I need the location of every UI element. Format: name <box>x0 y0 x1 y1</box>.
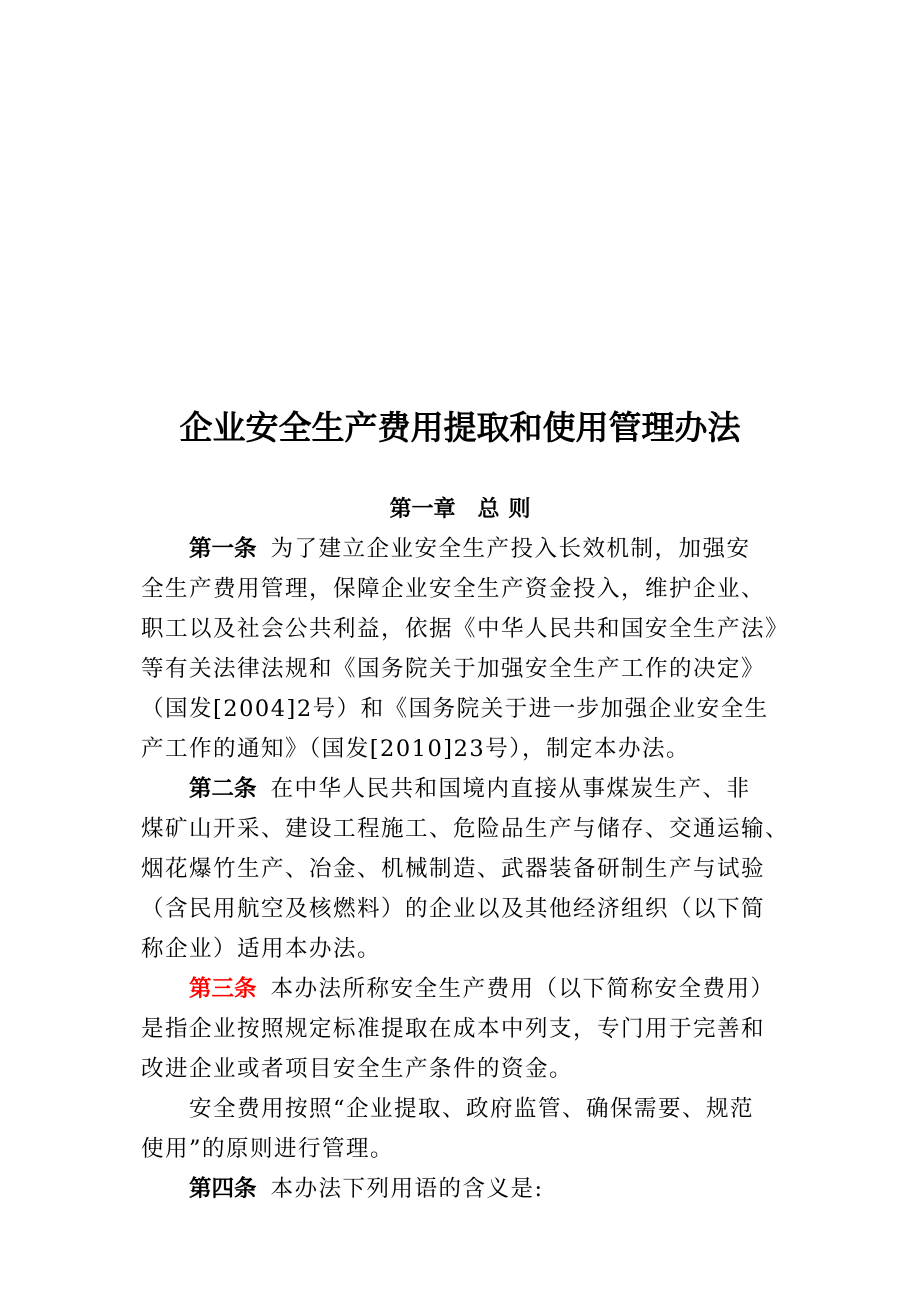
paragraph-line <box>141 969 783 1009</box>
paragraph-line <box>141 529 783 569</box>
article-text: 本办法所称安全生产费用（以下简称安全费用） <box>270 976 775 1002</box>
paragraph-line: 安全费用按照“企业提取、政府监管、确保需要、规范 <box>189 1096 755 1122</box>
article-label: 第四条 <box>189 1176 257 1202</box>
article-label-highlighted: 第三条 <box>189 976 257 1002</box>
paragraph-line: 产工作的通知》（国发[2010]23号），制定本办法。 <box>141 736 690 762</box>
article-text: 本办法下列用语的含义是: <box>270 1176 544 1202</box>
chapter-label: 第一章 <box>389 497 456 522</box>
paragraph-line: 全生产费用管理，保障企业安全生产资金投入，维护企业、 <box>141 576 766 602</box>
paragraph-line: （含民用航空及核燃料）的企业以及其他经济组织（以下简 <box>141 896 766 922</box>
paragraph-line: 使用”的原则进行管理。 <box>141 1136 395 1162</box>
paragraph-line <box>141 1169 783 1209</box>
paragraph-line <box>141 769 783 809</box>
article-text: 为了建立企业安全生产投入长效机制，加强安 <box>270 536 751 562</box>
document-body <box>141 529 790 1209</box>
paragraph-line: 职工以及社会公共利益，依据《中华人民共和国安全生产法》 <box>141 616 790 642</box>
paragraph-line: 煤矿山开采、建设工程施工、危险品生产与储存、交通运输、 <box>141 816 790 842</box>
chapter-heading <box>0 490 920 530</box>
paragraph-line: 称企业）适用本办法。 <box>141 936 382 962</box>
paragraph-line: 改进企业或者项目安全生产条件的资金。 <box>141 1056 574 1082</box>
paragraph-line: 等有关法律法规和《国务院关于加强安全生产工作的决定》 <box>141 656 766 682</box>
paragraph-line: （国发[2004]2号）和《国务院关于进一步加强企业安全生 <box>141 696 769 722</box>
paragraph-line: 是指企业按照规定标准提取在成本中列支，专门用于完善和 <box>141 1016 766 1042</box>
chapter-title-part2: 则 <box>508 497 531 522</box>
article-label: 第二条 <box>189 776 257 802</box>
document-title: 企业安全生产费用提取和使用管理办法 <box>179 408 741 447</box>
chapter-title-part1: 总 <box>477 497 500 522</box>
article-text: 在中华人民共和国境内直接从事煤炭生产、非 <box>270 776 751 802</box>
article-label: 第一条 <box>189 536 257 562</box>
paragraph-line: 烟花爆竹生产、冶金、机械制造、武器装备研制生产与试验 <box>141 856 766 882</box>
